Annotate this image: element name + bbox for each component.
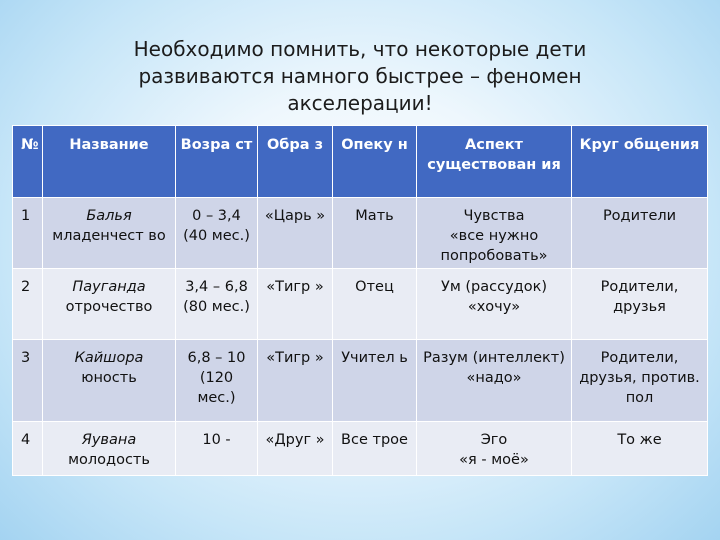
cell-image: «Тигр » xyxy=(258,269,333,340)
cell-image: «Друг » xyxy=(258,422,333,476)
cell-name xyxy=(43,340,176,422)
header-image: Обра з xyxy=(258,126,333,198)
stage-name: Яувана xyxy=(81,432,137,448)
stage-period: юность xyxy=(81,370,137,386)
aspect-main: Разум (интеллект) xyxy=(423,350,565,366)
cell-num: 2 xyxy=(13,269,43,340)
header-circle: Круг общения xyxy=(572,126,708,198)
aspect-quote: «надо» xyxy=(466,370,522,386)
cell-age: 3,4 – 6,8 (80 мес.) xyxy=(176,269,258,340)
table-row xyxy=(13,198,708,269)
table-row xyxy=(13,422,708,476)
aspect-quote: «я - моё» xyxy=(459,452,529,468)
slide-title xyxy=(60,36,660,117)
aspect-main: Эго xyxy=(480,432,508,448)
cell-num: 4 xyxy=(13,422,43,476)
stage-name: Пауганда xyxy=(72,279,146,295)
cell-num: 3 xyxy=(13,340,43,422)
aspect-quote: «все нужно попробовать» xyxy=(440,228,548,264)
header-guardian: Опеку н xyxy=(333,126,417,198)
cell-circle: Родители xyxy=(572,198,708,269)
cell-image: «Тигр » xyxy=(258,340,333,422)
title-line-3: акселерации! xyxy=(287,91,433,115)
cell-age: 0 – 3,4 (40 мес.) xyxy=(176,198,258,269)
table-row xyxy=(13,269,708,340)
aspect-main: Ум (рассудок) xyxy=(441,279,547,295)
cell-guardian: Мать xyxy=(333,198,417,269)
cell-aspect xyxy=(417,198,572,269)
stage-period: младенчест во xyxy=(52,228,166,244)
header-age: Возра ст xyxy=(176,126,258,198)
development-stages-table xyxy=(12,125,708,476)
cell-guardian: Все трое xyxy=(333,422,417,476)
cell-name xyxy=(43,198,176,269)
title-line-1: Необходимо помнить, что некоторые дети xyxy=(133,37,587,61)
stage-name: Кайшора xyxy=(74,350,144,366)
cell-image: «Царь » xyxy=(258,198,333,269)
cell-guardian: Учител ь xyxy=(333,340,417,422)
table-row xyxy=(13,340,708,422)
cell-aspect xyxy=(417,422,572,476)
aspect-main: Чувства xyxy=(463,208,525,224)
header-name: Название xyxy=(43,126,176,198)
cell-age: 10 - xyxy=(176,422,258,476)
cell-age: 6,8 – 10 (120 мес.) xyxy=(176,340,258,422)
cell-num: 1 xyxy=(13,198,43,269)
cell-name xyxy=(43,422,176,476)
title-line-2: развиваются намного быстрее – феномен xyxy=(138,64,582,88)
header-num: № xyxy=(13,126,43,198)
stage-period: отрочество xyxy=(65,299,153,315)
cell-circle: Родители, друзья, против. пол xyxy=(572,340,708,422)
cell-circle: Родители, друзья xyxy=(572,269,708,340)
cell-circle: То же xyxy=(572,422,708,476)
stage-name: Балья xyxy=(86,208,132,224)
stage-period: молодость xyxy=(68,452,150,468)
cell-name xyxy=(43,269,176,340)
header-aspect: Аспект существован ия xyxy=(417,126,572,198)
table-header-row xyxy=(13,126,708,198)
aspect-quote: «хочу» xyxy=(467,299,521,315)
cell-aspect xyxy=(417,340,572,422)
cell-aspect xyxy=(417,269,572,340)
cell-guardian: Отец xyxy=(333,269,417,340)
